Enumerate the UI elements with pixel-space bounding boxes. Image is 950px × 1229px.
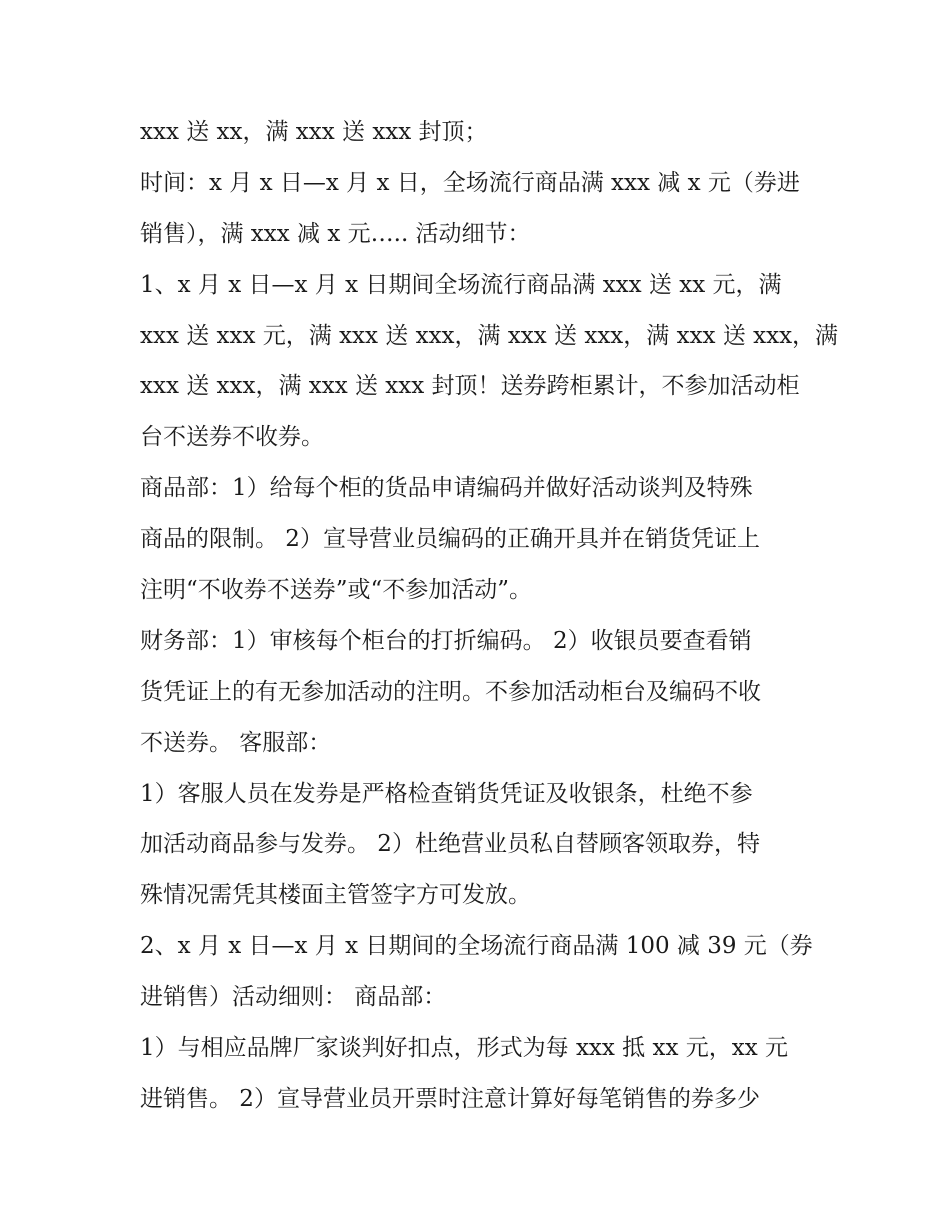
text-line: 1、x 月 x 日—x 月 x 日期间全场流行商品满 xxx 送 xx 元，满 bbox=[140, 271, 782, 298]
text-line: 1）与相应品牌厂家谈判好扣点，形式为每 xxx 抵 xx 元，xx 元 bbox=[140, 1035, 788, 1062]
text-line: 进销售。 2）宣导营业员开票时注意计算好每笔销售的券多少 bbox=[140, 1085, 760, 1112]
text-line: 不送券。 客服部： bbox=[140, 729, 332, 756]
text-line: xxx 送 xxx，满 xxx 送 xxx 封顶！送券跨柜累计，不参加活动柜 bbox=[140, 373, 800, 400]
text-line: 商品部：1）给每个柜的货品申请编码并做好活动谈判及特殊 bbox=[140, 475, 753, 502]
text-line: 财务部：1）审核每个柜台的打折编码。 2）收银员要查看销 bbox=[140, 627, 752, 654]
text-line: 殊情况需凭其楼面主管签字方可发放。 bbox=[140, 882, 531, 909]
text-line: 进销售）活动细则： 商品部： bbox=[140, 984, 447, 1011]
text-line: 2、x 月 x 日—x 月 x 日期间的全场流行商品满 100 减 39 元（券 bbox=[140, 933, 813, 960]
text-line: 货凭证上的有无参加活动的注明。不参加活动柜台及编码不收 bbox=[140, 678, 761, 705]
text-line: 加活动商品参与发券。 2）杜绝营业员私自替顾客领取券，特 bbox=[140, 831, 760, 858]
text-line: 销售），满 xxx 减 x 元….. 活动细节： bbox=[140, 220, 531, 247]
text-line: 1）客服人员在发券是严格检查销货凭证及收银条，杜绝不参 bbox=[140, 780, 753, 807]
text-line: xxx 送 xx，满 xxx 送 xxx 封顶； bbox=[140, 119, 488, 145]
text-line: 时间：x 月 x 日—x 月 x 日，全场流行商品满 xxx 减 x 元（券进 bbox=[140, 169, 800, 196]
text-line: 台不送券不收券。 bbox=[140, 424, 324, 451]
text-line: 商品的限制。 2）宣导营业员编码的正确开具并在销货凭证上 bbox=[140, 526, 760, 553]
document-body bbox=[140, 107, 839, 1125]
text-line: 注明“不收券不送券”或“不参加活动”。 bbox=[140, 577, 533, 604]
text-line: xxx 送 xxx 元，满 xxx 送 xxx，满 xxx 送 xxx，满 xxx 送 xxx，满 bbox=[140, 322, 839, 349]
